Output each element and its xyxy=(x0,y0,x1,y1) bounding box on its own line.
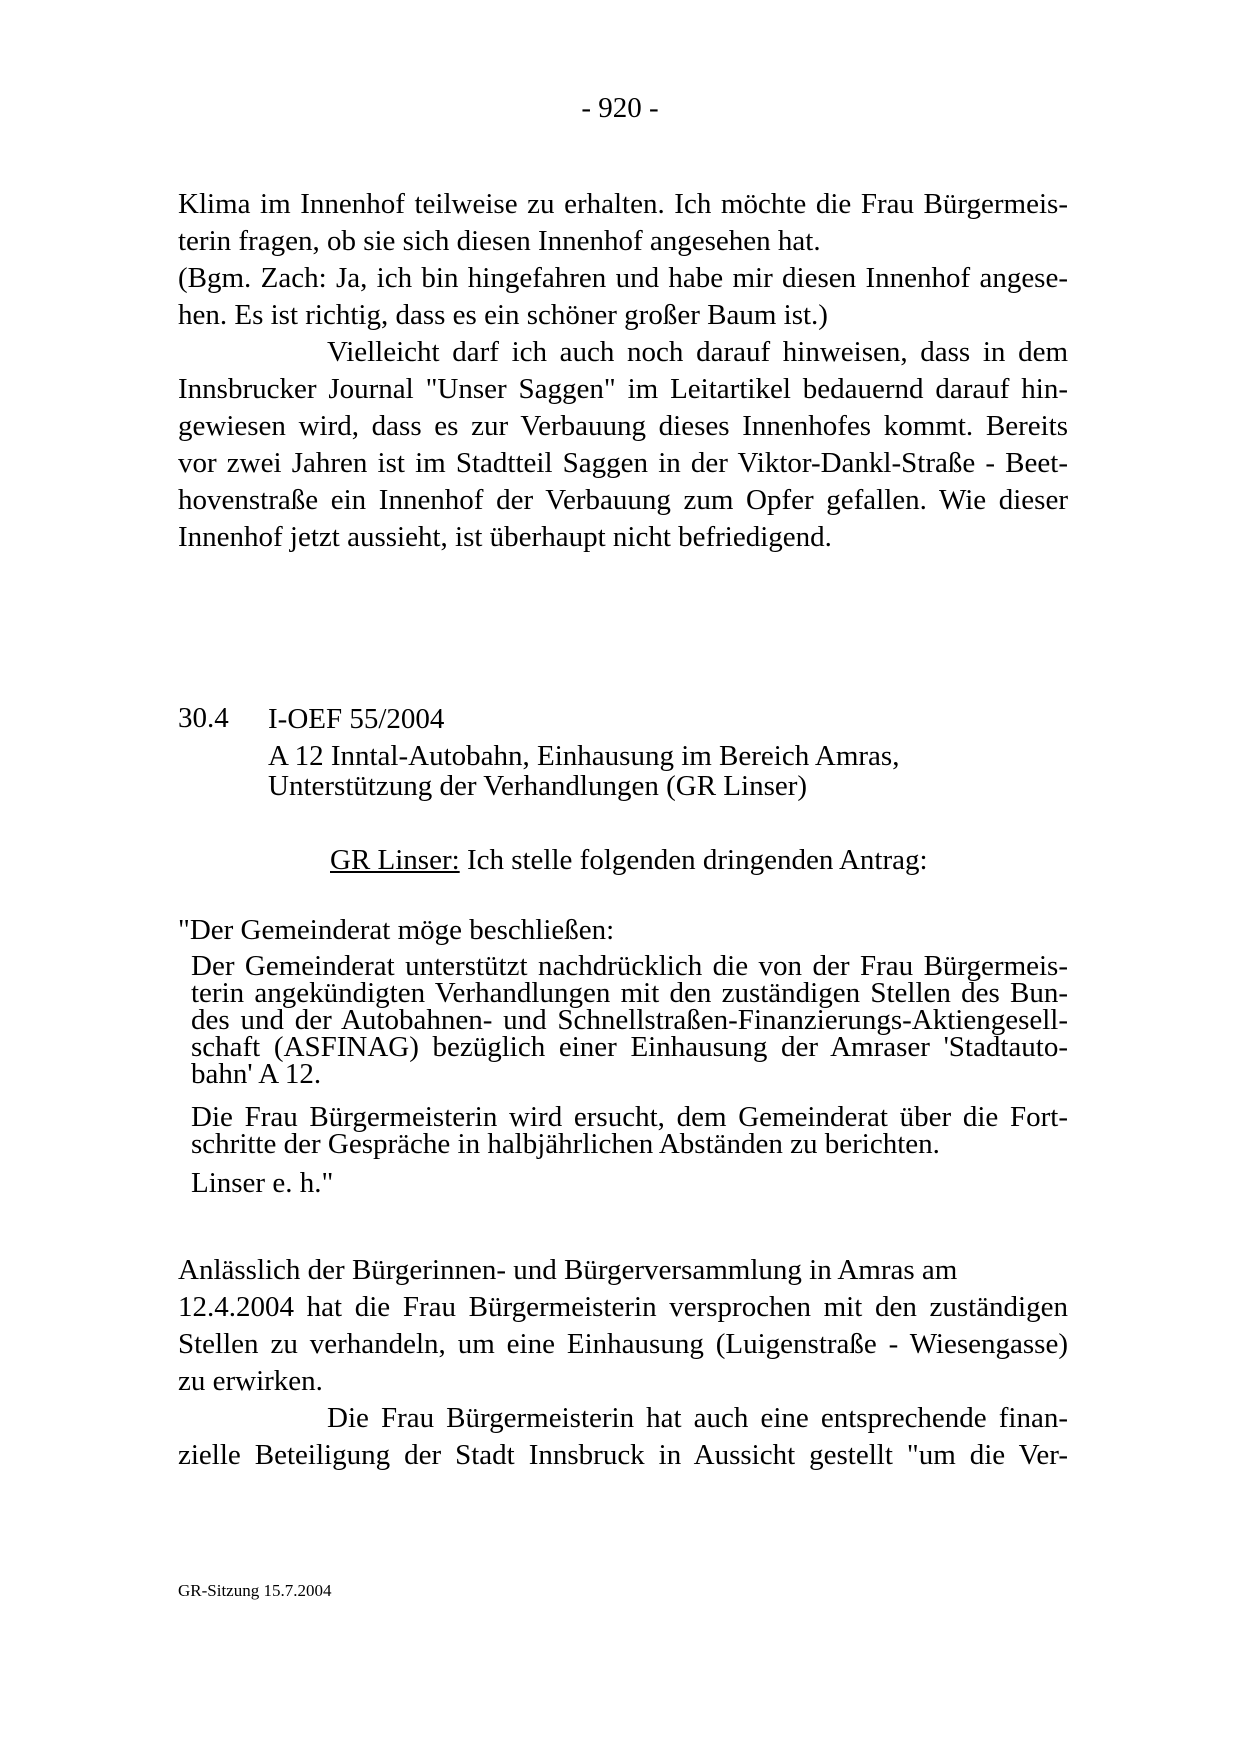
closing-line: zielle Beteiligung der Stadt Innsbruck in Aussicht gestellt "um die Ver- xyxy=(178,1439,1068,1471)
closing-paragraph-first-line: Die Frau Bürgermeisterin hat auch eine entsprechende finan- xyxy=(327,1402,1068,1434)
footer: GR-Sitzung 15.7.2004 xyxy=(178,1581,332,1600)
closing-line: 12.4.2004 hat die Frau Bürgermeisterin versprochen mit den zuständigen xyxy=(178,1291,1068,1323)
intro-line: vor zwei Jahren ist im Stadtteil Saggen in der Viktor-Dankl-Straße - Beet- xyxy=(178,447,1068,479)
motion-line: schaft (ASFINAG) bezüglich einer Einhausung der Amraser 'Stadtauto- xyxy=(191,1031,1068,1063)
intro-line: (Bgm. Zach: Ja, ich bin hingefahren und habe mir diesen Innenhof angese- xyxy=(178,262,1068,294)
closing-line: Anlässlich der Bürgerinnen- und Bürgerversammlung in Amras am xyxy=(178,1254,958,1286)
motion-line: Der Gemeinderat unterstützt nachdrücklich die von der Frau Bürgermeis- xyxy=(191,950,1068,982)
motion-line: Die Frau Bürgermeisterin wird ersucht, dem Gemeinderat über die Fort- xyxy=(191,1101,1068,1133)
closing-line: zu erwirken. xyxy=(178,1365,323,1397)
speaker-line xyxy=(330,842,928,878)
page-number: - 920 - xyxy=(581,92,659,124)
agenda-item-title: Unterstützung der Verhandlungen (GR Linser) xyxy=(268,770,808,802)
closing-line: Stellen zu verhandeln, um eine Einhausung (Luigenstraße - Wiesengasse) xyxy=(178,1328,1068,1360)
motion-line: des und der Autobahnen- und Schnellstraßen-Finanzierungs-Aktiengesell- xyxy=(191,1004,1068,1036)
intro-line: Klima im Innenhof teilweise zu erhalten. Ich möchte die Frau Bürgermeis- xyxy=(178,188,1068,220)
speaker-text: Ich stelle folgenden dringenden Antrag: xyxy=(459,844,928,876)
agenda-item-reference: I-OEF 55/2004 xyxy=(268,703,445,735)
motion-line: bahn' A 12. xyxy=(191,1058,322,1090)
intro-line: Innsbrucker Journal "Unser Saggen" im Leitartikel bedauernd darauf hin- xyxy=(178,373,1068,405)
motion-opening: "Der Gemeinderat möge beschließen: xyxy=(178,914,615,946)
intro-line: gewiesen wird, dass es zur Verbauung dieses Innenhofes kommt. Bereits xyxy=(178,410,1068,442)
agenda-item-title: A 12 Inntal-Autobahn, Einhausung im Bereich Amras, xyxy=(268,740,900,772)
speaker-name: GR Linser: xyxy=(330,844,460,876)
intro-line: hen. Es ist richtig, dass es ein schöner großer Baum ist.) xyxy=(178,299,828,331)
intro-line: Innenhof jetzt aussieht, ist überhaupt nicht befriedigend. xyxy=(178,521,832,553)
intro-line: hovenstraße ein Innenhof der Verbauung zum Opfer gefallen. Wie dieser xyxy=(178,484,1068,516)
motion-line: schritte der Gespräche in halbjährlichen Abständen zu berichten. xyxy=(191,1128,940,1160)
motion-line: terin angekündigten Verhandlungen mit den zuständigen Stellen des Bun- xyxy=(191,977,1068,1009)
intro-line: terin fragen, ob sie sich diesen Innenhof angesehen hat. xyxy=(178,225,821,257)
intro-paragraph-first-line: Vielleicht darf ich auch noch darauf hinweisen, dass in dem xyxy=(327,336,1068,368)
agenda-item-number: 30.4 xyxy=(178,702,229,734)
motion-signature: Linser e. h." xyxy=(191,1167,334,1199)
